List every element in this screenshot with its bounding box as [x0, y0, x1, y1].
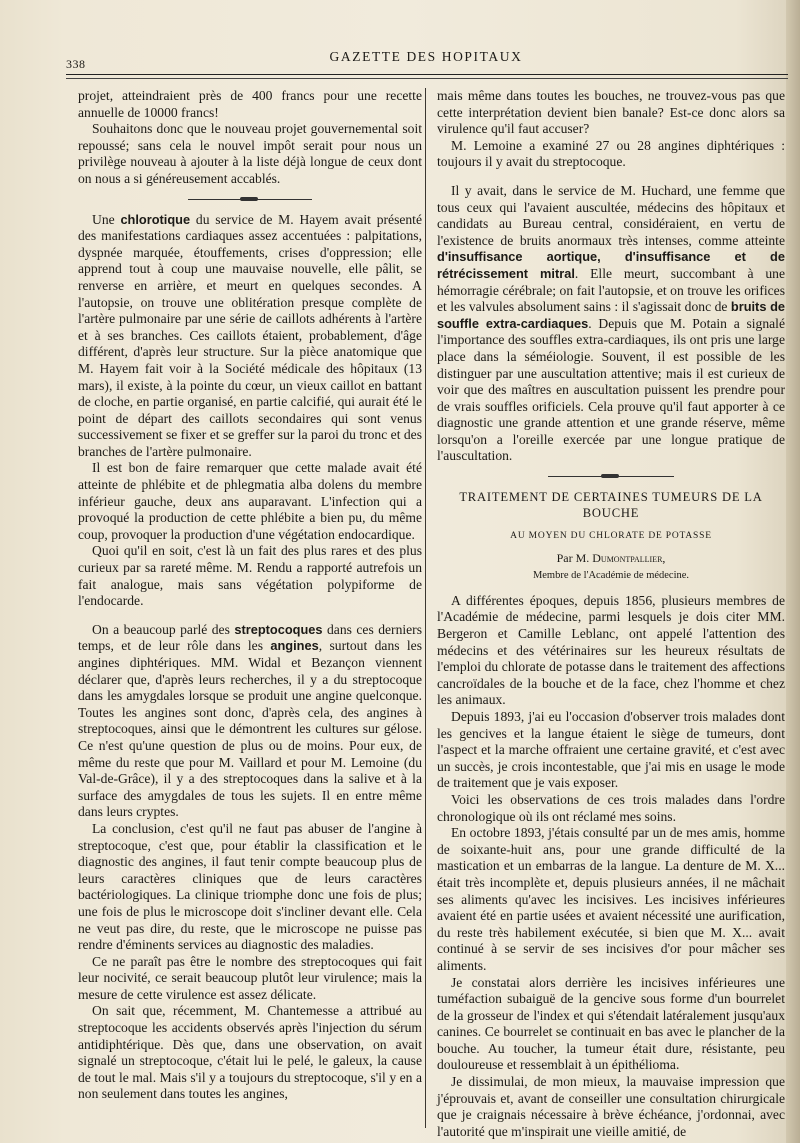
paragraph: Depuis 1893, j'ai eu l'occasion d'observer trois malades dont les gencives et la langue étaient le siège de tumeurs, dont l'aspect et la marche offraient une certaine gravité, et c'est avec un succès, je crois incontestable, que j'ai mis en usage le mode de traitement que je vais exposer. [437, 709, 785, 791]
header-rule-thin [66, 78, 788, 79]
article-author: Par M. Dumontpallier, [556, 550, 666, 565]
paragraph: On sait que, récemment, M. Chantemesse a attribué au streptocoque les accidents observés après l'injection du sérum antidiphtérique. Dès que, dans une observation, on avait signalé un streptocoque, c'était lui le pelé, le galeux, la cause de tout le mal. Mais s'il y a toujours du streptocoque, s'il y en a non seulement dans toutes les angines, [78, 1003, 422, 1102]
paragraph: On a beaucoup parlé des streptocoques dans ces derniers temps, et de leur rôle dans les angines, surtout dans les angines diphtériques. MM. Widal et Bezançon viennent déclarer que, d'après leurs recherches, il y a du streptocoque dans les amygdales lorsque se produit une angine quelconque. Toutes les angines sont donc, d'après cela, des angines à streptocoques, ainsi que le démontrent les cultures sur gélose. Ce n'est qu'une question de plus ou de moins. Pour eux, de même du reste que pour M. Vaillard et pour M. Lemoine (du Val-de-Grâce), il y a des streptocoques dans la salive et à la surface des amygdales de tous les sujets. Il en entre même dans leurs cryptes. [78, 621, 422, 820]
paragraph: Quoi qu'il en soit, c'est là un fait des plus rares et des plus curieux par sa rareté même. M. Rendu a rapporté autrefois un fait analogue, mais sans végétation polypiforme de l'endocarde. [78, 543, 422, 609]
paragraph: Voici les observations de ces trois malades dans l'ordre chronologique où ils ont réclamé mes soins. [437, 791, 785, 824]
paragraph: Souhaitons donc que le nouveau projet gouvernemental soit repoussé; sans cela le nouvel impôt serait pour nous un privilège nouveau à ajouter à la liste déjà longue de ceux dont on nous a si généreusement accablés. [78, 121, 422, 186]
header-rule [66, 74, 788, 75]
article-affiliation: Membre de l'Académie de médecine. [532, 570, 690, 582]
paragraph: Une chlorotique du service de M. Hayem avait présenté des manifestations cardiaques assez accentuées : palpitations, dyspnée marquée, étouffements, crises d'oppression; elle apprend tout à coup une mauvaise nouvelle, elle pâlit, se renverse en arrière, et meurt en quelques secondes. A l'autopsie, on trouve une oblitération presque complète de l'artère pulmonaire par une série de caillots adhérents à l'artère et à ses branches. Ces caillots étaient, probablement, d'âge différent, d'après leur structure. Sur la pièce anatomique que M. Hayem fait voir à la Société médicale des hôpitaux (13 mars), il existe, à la pointe du cœur, un vieux caillot en battant de cloche, en partie organisé, en partie calcifié, qui aurait été le point de départ des caillots secondaires qui sont venus successivement se fixer et se greffer sur la paroi du tronc et des branches de l'artère pulmonaire. [78, 211, 422, 459]
paragraph: M. Lemoine a examiné 27 ou 28 angines diphtériques : toujours il y avait du streptocoque. [437, 137, 785, 170]
left-column [78, 88, 422, 1103]
page-header [66, 47, 786, 69]
paragraph: Ce ne paraît pas être le nombre des streptocoques qui fait leur nocivité, ce serait beaucoup plutôt leur virulence; mais la mesure de cette virulence est assez délicate. [78, 953, 422, 1002]
page-spine [786, 0, 800, 1143]
paragraph: Il y avait, dans le service de M. Huchard, une femme que tous ceux qui l'avaient auscultée, médecins des hôpitaux et candidats au Bureau central, considéraient, en vertu de l'existence de bruits anormaux très intenses, comme atteinte d'insuffisance aortique, d'insuffisance et de rétrécissement mitral. Elle meurt, succombant à une hémorragie cérébrale; on fait l'autopsie, et on trouve les orifices et les valvules absolument sains : il s'agissait donc de bruits de souffle extra-cardiaques. Depuis que M. Potain a signalé l'importance des souffles extra-cardiaques, ils ont pris une large place dans la séméiologie. Souvent, il est possible de les distinguer par une auscultation attentive; mais il est curieux de voir que des maîtres en auscultation puissent les prendre pour de vrais souffles orificiels. Cela prouve qu'il faut apporter à ce diagnostic une grande attention et une grande réserve, même lorsqu'on a l'oreille exercée par une longue pratique de l'auscultation. [437, 182, 786, 464]
column-divider [425, 88, 426, 1128]
paragraph: En octobre 1893, j'étais consulté par un de mes amis, homme de soixante-huit ans, pour une grande difficulté de la mastication et un embarras de la langue. La denture de M. X... était très incomplète et, depuis plusieurs années, il ne mâchait ses aliments qu'avec les incisives. Les incisives inférieures avaient été en partie usées et avaient nécessité une aurification, du reste très habilement exécutée, si bien que M. X... avait continué à se servir de ses incisives d'or pour mâcher ses aliments. [437, 825, 785, 973]
paragraph: projet, atteindraient près de 400 francs pour une recette annuelle de 10000 francs! [78, 88, 422, 120]
article-subtitle: AU MOYEN DU CHLORATE DE POTASSE [510, 531, 712, 542]
spacer [78, 610, 422, 622]
paragraph: Je dissimulai, de mon mieux, la mauvaise impression que j'éprouvais et, avant de conseiller une consultation chirurgicale que je craignais nécessaire à brève échéance, j'ordonnai, avec l'autorité que m'inspirait une vieille amitié, de [437, 1074, 785, 1139]
article-title: TRAITEMENT DE CERTAINES TUMEURS DE LA BOUCHE [459, 490, 763, 521]
paragraph: A différentes époques, depuis 1856, plusieurs membres de l'Académie de médecine, parmi lesquels je dois citer MM. Bergeron et Camille Leblanc, ont appelé l'attention des médecins et des vétérinaires sur les heureux résultats de l'emploi du chlorate de potasse dans le traitement des affections cancroïdales de la bouche et de la face, chez l'homme et chez les animaux. [437, 592, 785, 708]
journal-title: GAZETTE DES HOPITAUX [329, 49, 523, 64]
section-separator [437, 469, 785, 483]
paragraph: Je constatai alors derrière les incisives inférieures une tuméfaction subaiguë de la gencive sous forme d'un bourrelet de la grosseur de l'index et qui s'étendait latéralement jusqu'aux canines. Ce bourrelet se continuait en bas avec le plancher de la bouche. Au toucher, la tumeur était dure, résistante, peu douloureuse et ressemblait à un épithélioma. [437, 974, 785, 1073]
paragraph: La conclusion, c'est qu'il ne faut pas abuser de l'angine à streptocoque, c'est que, pour établir la classification et le diagnostic des angines, il faut tenir compte beaucoup plus de leurs caractères cliniques que de leurs caractères bactériologiques. La clinique triomphe donc une fois de plus; une fois de plus le microscope doit s'incliner devant elle. Cela ne veut pas dire, du reste, que le microscope ne puisse pas rendre d'éminents services au diagnostic des maladies. [78, 820, 422, 953]
section-separator [78, 192, 422, 206]
page-number: 338 [66, 57, 86, 71]
right-column [437, 88, 785, 1140]
spacer [437, 171, 785, 183]
paragraph: Il est bon de faire remarquer que cette malade avait été atteinte de phlébite et de phlegmatia alba dolens du membre inférieur gauche, deux ans auparavant. L'infection qui a provoqué la production de cette phlébite a bien pu, du même coup, provoquer la production d'une végétation endocardique. [78, 460, 422, 542]
paragraph: mais même dans toutes les bouches, ne trouvez-vous pas que cette interprétation devient bien banale? Est-ce donc alors sa virulence qu'il faut accuser? [437, 88, 785, 137]
